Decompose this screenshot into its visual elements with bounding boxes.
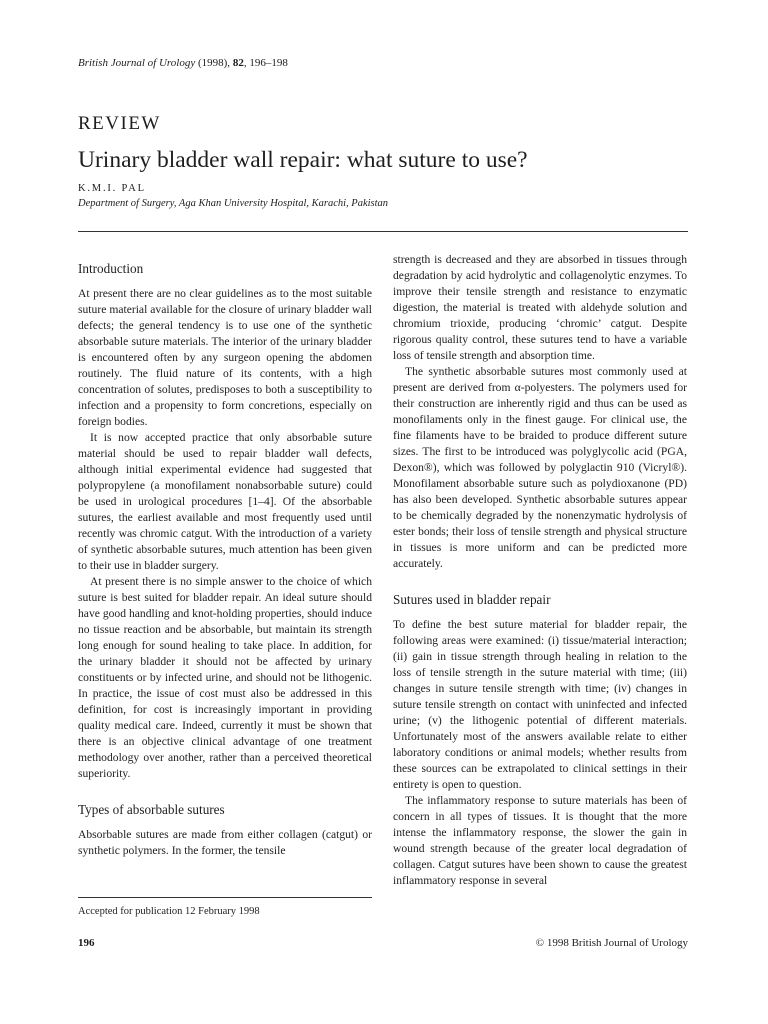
section-heading-sutures-used: Sutures used in bladder repair <box>393 592 551 607</box>
paragraph: At present there are no clear guidelines as to the most suitable suture material available for the closure of urinary bladder wall defects; the general tendency is to use one of the synthetic absorbable suture materials. The interior of the urinary bladder is encountered often by any surgeon opening the abdomen routinely. The fluid nature of its contents, with a high concentration of solutes, predisposes to both a susceptibility to infection and a propensity to form concretions, especially on foreign bodies. <box>78 287 372 428</box>
section-heading-introduction: Introduction <box>78 261 144 276</box>
copyright: © 1998 British Journal of Urology <box>535 937 688 949</box>
paragraph: strength is decreased and they are absorbed in tissues through degradation by acid hydrolytic and collagenolytic enzymes. To improve their tensile strength and resistance to enzymatic digestion, the material is treated with aldehyde solution and chromium trioxide, producing ‘chromic’ catgut. Despite rigorous quality control, these sutures tend to have a variable loss of tensile strength and absorption time. <box>393 253 687 362</box>
journal-name: British Journal of Urology <box>78 57 196 69</box>
footnote-divider <box>78 897 372 898</box>
acceptance-note: Accepted for publication 12 February 1998 <box>78 906 260 917</box>
paragraph: It is now accepted practice that only absorbable suture material should be used to repair bladder wall defects, although initial experimental evidence had suggested that polypropylene (a monofilament nonabsorbable suture) could be used in urological procedures [1–4]. Of the absorbable sutures, the earliest available and most frequently used until recently was chromic catgut. With the introduction of a variety of synthetic absorbable sutures, much attention has been given to their use in bladder surgery. <box>78 431 372 572</box>
section-kind: REVIEW <box>78 113 161 134</box>
journal-pages: , 196–198 <box>243 57 288 69</box>
left-column <box>78 252 372 859</box>
paragraph: The synthetic absorbable sutures most commonly used at present are derived from α-polyesters. The polymers used for their construction are inherently rigid and thus can be used as monofilaments only in the finest gauge. For clinical use, the fine filaments have to be braided to produce different suture sizes. The first to be introduced was polyglycolic acid (PGA, Dexon®), which was followed by polyglactin 910 (Vicryl®). Monofilament absorbable suture such as polydioxanone (PD) has also been developed. Synthetic absorbable sutures appear to be chemically degraded by the nonenzymatic hydrolysis of ester bonds; their loss of tensile strength and physical structure in tissues is more uniform and can be predicted more accurately. <box>393 365 687 570</box>
right-column <box>393 252 687 889</box>
section-heading-types: Types of absorbable sutures <box>78 802 225 817</box>
affiliation: Department of Surgery, Aga Khan University Hospital, Karachi, Pakistan <box>78 198 389 209</box>
article-title: Urinary bladder wall repair: what suture to use? <box>78 147 528 173</box>
paragraph: To define the best suture material for bladder repair, the following areas were examined: (i) tissue/material interaction; (ii) gain in tissue strength through healing in relation to the loss of tensile strength in the suture material with time; (iii) changes in suture tensile strength with time; (iv) changes in suture tensile strength on contact with uninfected and infected urine; (v) the lithogenic potential of different materials. Unfortunately most of the answers available relate to either laboratory conditions or animal models; whether results from these sources can be extrapolated to clinical settings in their entirety is open to question. <box>393 618 687 791</box>
paragraph: Absorbable sutures are made from either collagen (catgut) or synthetic polymers. In the former, the tensile <box>78 828 372 857</box>
header-divider <box>78 231 688 232</box>
author: K.M.I. PAL <box>78 183 146 194</box>
paragraph: At present there is no simple answer to the choice of which suture is best suited for bladder repair. An ideal suture should have good handling and knot-holding properties, should induce no tissue reaction and be absorbable, but maintain its strength long enough for sound healing to take place. In addition, for the urinary bladder it should not be affected by urinary constituents or by infected urine, and should not be lithogenic. In practice, the issue of cost must also be addressed in this definition, for cost is increasingly important in providing quality medical care. Indeed, currently it must be shown that there is an objective clinical advantage of one treatment methodology over another, rather than a perceived theoretical superiority. <box>78 575 372 780</box>
page-number: 196 <box>78 937 95 949</box>
journal-year: (1998), <box>195 57 233 69</box>
journal-volume: 82 <box>232 57 244 69</box>
paragraph: The inflammatory response to suture materials has been of concern in all types of tissues. It is thought that the more intense the inflammatory response, the slower the gain in wound strength because of the greater local degradation of collagen. Catgut sutures have been shown to cause the greatest inflammatory response in several <box>393 794 687 887</box>
journal-citation <box>78 57 288 69</box>
